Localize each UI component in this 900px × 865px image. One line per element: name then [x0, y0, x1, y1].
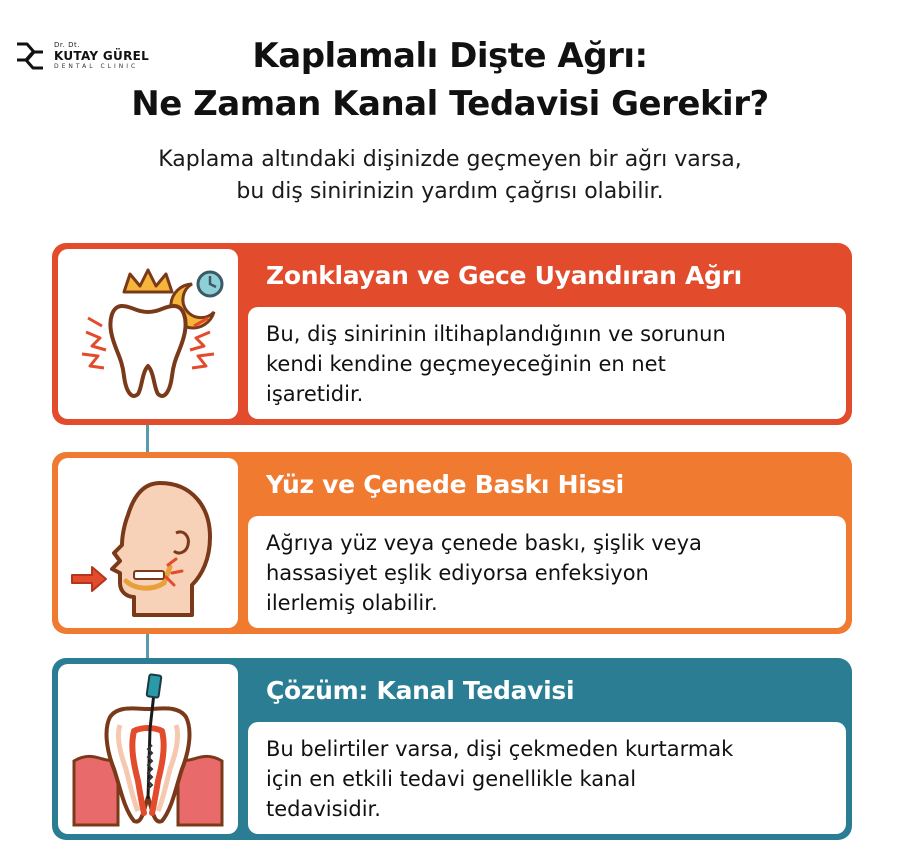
card-body-line: ilerlemiş olabilir. [266, 591, 438, 615]
card-body [248, 722, 846, 834]
logo-prefix: Dr. Dt. [54, 41, 80, 49]
timeline-connector [146, 634, 149, 658]
logo-name: KUTAY GÜREL [54, 49, 150, 63]
card-body-line: Ağrıya yüz veya çenede baskı, şişlik veya [266, 531, 702, 555]
timeline-connector [146, 425, 149, 452]
logo-tagline: DENTAL CLINIC [54, 63, 139, 70]
card-body-line: işaretidir. [266, 382, 364, 406]
card-title: Yüz ve Çenede Baskı Hissi [266, 469, 624, 499]
page-title-line-2: Ne Zaman Kanal Tedavisi Gerekir? [131, 84, 769, 124]
card-body-line: hassasiyet eşlik ediyorsa enfeksiyon [266, 561, 649, 585]
card-body-line: Bu, diş sinirinin iltihaplandığının ve sorunun [266, 322, 726, 346]
card-body-line: kendi kendine geçmeyeceğinin en net [266, 352, 666, 376]
symptom-card-throbbing-pain [52, 243, 852, 425]
page-subtitle [0, 144, 900, 208]
face-jaw-pressure-icon [64, 463, 232, 623]
page-title [0, 32, 900, 128]
card-icon-box [58, 664, 238, 834]
card-body-line: için en etkili tedavi genellikle kanal [266, 767, 637, 791]
card-title: Zonklayan ve Gece Uyandıran Ağrı [266, 260, 742, 290]
solution-card-root-canal [52, 658, 852, 840]
card-body [248, 307, 846, 419]
card-body-line: tedavisidir. [266, 797, 381, 821]
page-title-line-1: Kaplamalı Dişte Ağrı: [252, 36, 648, 76]
card-body-line: Bu belirtiler varsa, dişi çekmeden kurtarmak [266, 737, 734, 761]
page-subtitle-line-2: bu diş sinirinizin yardım çağrısı olabilir. [236, 179, 664, 204]
root-canal-file-icon [64, 669, 232, 829]
card-title: Çözüm: Kanal Tedavisi [266, 675, 575, 705]
symptom-card-face-jaw-pressure [52, 452, 852, 634]
page-subtitle-line-1: Kaplama altındaki dişinizde geçmeyen bir ağrı varsa, [158, 147, 742, 172]
card-body [248, 516, 846, 628]
throbbing-tooth-night-icon [64, 254, 232, 414]
card-icon-box [58, 458, 238, 628]
card-icon-box [58, 249, 238, 419]
